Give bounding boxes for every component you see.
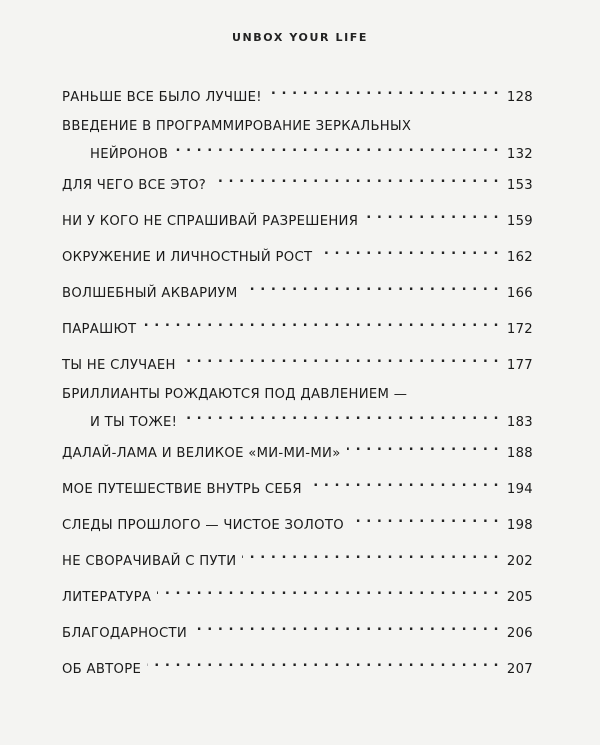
toc-entry-row	[62, 616, 533, 644]
toc-entry[interactable]	[62, 616, 533, 644]
toc-entry-title: НЕ СВОРАЧИВАЙ С ПУТИ	[62, 554, 237, 569]
dot-leader	[212, 168, 499, 189]
toc-entry-title: НИ У КОГО НЕ СПРАШИВАЙ РАЗРЕШЕНИЯ	[62, 214, 359, 229]
running-head: UNBOX YOUR LIFE	[231, 31, 369, 44]
toc-page-number: 188	[506, 446, 533, 461]
toc-entry[interactable]	[62, 116, 533, 165]
toc-entry[interactable]	[62, 384, 533, 433]
toc-entry-title-line: БРИЛЛИАНТЫ РОЖДАЮТСЯ ПОД ДАВЛЕНИЕМ —	[62, 387, 408, 402]
toc-entry-title: ТЫ НЕ СЛУЧАЕН	[62, 358, 176, 373]
toc-entry-title: ОБ АВТОРЕ	[62, 662, 142, 677]
toc-entry-row	[62, 508, 533, 536]
toc-entry-title-line: ВВЕДЕНИЕ В ПРОГРАММИРОВАНИЕ ЗЕРКАЛЬНЫХ	[62, 119, 412, 134]
toc-entry[interactable]	[62, 472, 533, 500]
toc-entry-title: БЛАГОДАРНОСТИ	[62, 626, 188, 641]
dot-leader	[244, 276, 499, 297]
dot-leader	[364, 204, 499, 225]
toc-entry[interactable]	[62, 348, 533, 376]
toc-entry-row	[62, 137, 533, 165]
dot-leader	[308, 472, 499, 493]
toc-entry-row	[62, 436, 533, 464]
dot-leader	[142, 312, 499, 333]
toc-entry[interactable]	[62, 544, 533, 572]
toc-entry-title: ЛИТЕРАТУРА	[62, 590, 152, 605]
toc-entry[interactable]	[62, 508, 533, 536]
toc-entry-title: ДАЛАЙ-ЛАМА И ВЕЛИКОЕ «МИ-МИ-МИ»	[62, 446, 341, 461]
toc-entry-title: РАНЬШЕ ВСЕ БЫЛО ЛУЧШЕ!	[62, 90, 262, 105]
toc-entry-row	[62, 204, 533, 232]
toc-entry-row	[62, 348, 533, 376]
toc-entry-row	[62, 544, 533, 572]
toc-entry-row	[62, 168, 533, 196]
dot-leader	[174, 137, 499, 158]
toc-page-number: 166	[506, 286, 533, 301]
toc-page-number: 172	[506, 322, 533, 337]
toc-page-number: 202	[506, 554, 533, 569]
toc-entry-row	[62, 80, 533, 108]
toc-entry[interactable]	[62, 436, 533, 464]
toc-entry-row	[62, 312, 533, 340]
toc-entry[interactable]	[62, 276, 533, 304]
dot-leader	[183, 405, 499, 426]
toc-entry-title: СЛЕДЫ ПРОШЛОГО — ЧИСТОЕ ЗОЛОТО	[62, 518, 344, 533]
toc-page-number: 132	[506, 147, 533, 162]
toc-page-number: 194	[506, 482, 533, 497]
dot-leader	[318, 240, 499, 261]
toc-entry-title: ДЛЯ ЧЕГО ВСЕ ЭТО?	[62, 178, 207, 193]
dot-leader	[193, 616, 499, 637]
toc-page-number: 207	[506, 662, 533, 677]
dot-leader	[350, 508, 499, 529]
dot-leader	[347, 436, 499, 457]
toc-page-number: 198	[506, 518, 533, 533]
toc-entry-title: И ТЫ ТОЖЕ!	[90, 415, 178, 430]
toc-page-number: 128	[506, 90, 533, 105]
toc-entry-title: ВОЛШЕБНЫЙ АКВАРИУМ	[62, 286, 238, 301]
dot-leader	[242, 544, 499, 565]
toc-entry[interactable]	[62, 80, 533, 108]
toc-entry[interactable]	[62, 240, 533, 268]
toc-entry-title: ОКРУЖЕНИЕ И ЛИЧНОСТНЫЙ РОСТ	[62, 250, 313, 265]
toc-entry-row	[62, 276, 533, 304]
dot-leader	[182, 348, 499, 369]
toc-page-number: 206	[506, 626, 533, 641]
toc-entry-row	[62, 472, 533, 500]
toc-page-number: 183	[506, 415, 533, 430]
dot-leader	[268, 80, 499, 101]
toc-entry-row	[62, 580, 533, 608]
toc-page-number: 177	[506, 358, 533, 373]
toc-entry-row	[62, 240, 533, 268]
toc-entry-title: МОЕ ПУТЕШЕСТВИЕ ВНУТРЬ СЕБЯ	[62, 482, 302, 497]
toc-entry-title: НЕЙРОНОВ	[90, 147, 169, 162]
toc-page-number: 162	[506, 250, 533, 265]
toc-entry[interactable]	[62, 580, 533, 608]
toc-page-number: 205	[506, 590, 533, 605]
toc-entry[interactable]	[62, 168, 533, 196]
toc-entry[interactable]	[62, 652, 533, 680]
toc-page-number: 159	[506, 214, 533, 229]
dot-leader	[157, 580, 499, 601]
dot-leader	[147, 652, 499, 673]
toc-entry-row	[62, 405, 533, 433]
toc-page-number: 153	[506, 178, 533, 193]
toc-entry-row	[62, 652, 533, 680]
toc-entry[interactable]	[62, 312, 533, 340]
toc-entry[interactable]	[62, 204, 533, 232]
toc-entry-title: ПАРАШЮТ	[62, 322, 137, 337]
